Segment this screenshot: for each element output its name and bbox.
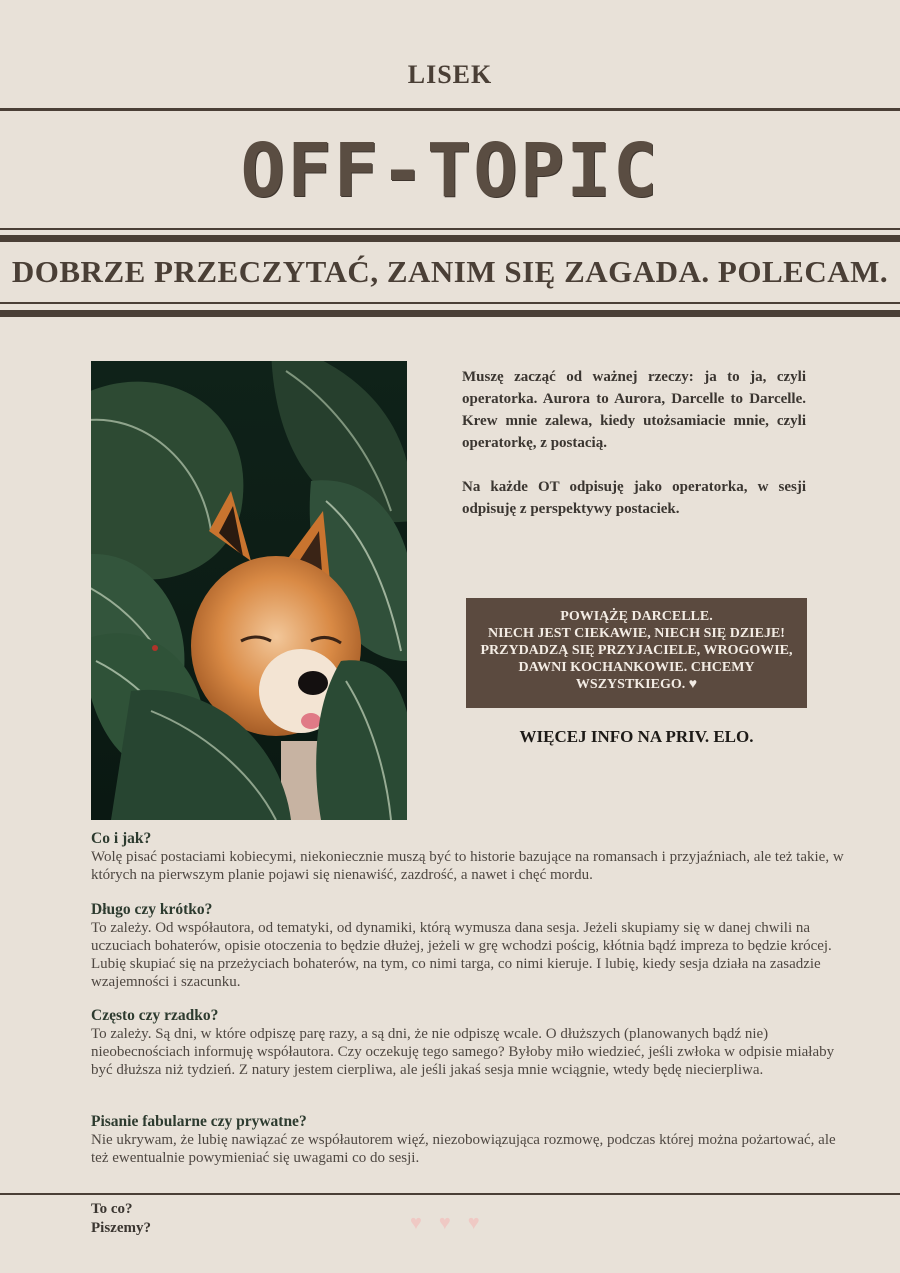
faq-answer: To zależy. Są dni, w które odpiszę parę razy, a są dni, że nie odpiszę wcale. O dłuższych (planowanych bądź nie) nieobecnościach informuję współautora. Czy oczekuję tego samego? Byłoby miło wiedzieć, jeśli zwłoka w odpisie miałaby być dłuższa niż tydzień. Z natury jestem cierpliwa, ale jeśli jakaś sesja mnie wciągnie, wtedy będę niecierpliwa. [91, 1026, 835, 1078]
faq-answer: To zależy. Od współautora, od tematyki, od dynamiki, którą wymusza dana sesja. Jeżeli skupiamy się w danej chwili na uczuciach bohaterów, opisie otoczenia to będzie dłużej, jeżeli w grę wchodzi pościg, kłótnia bądź impreza to będzie krócej. Lubię skupiać się na przeżyciach bohaterów, na tym, co nimi targa, co nimi kieruje. I lubię, kiedy sesja działa na zasadzie wzajemności i szacunku. [91, 920, 832, 990]
faq-answer: Wolę pisać postaciami kobiecymi, niekoniecznie muszą być to historie bazujące na romansach i przyjaźniach, ale też takie, w których na pierwszym planie pojawi się nienawiść, zazdrość, a nawet i chęć mordu. [91, 849, 844, 883]
divider-line [0, 1193, 900, 1195]
info-line: PRZYDADZĄ SIĘ PRZYJACIELE, WROGOWIE, [480, 643, 793, 658]
divider-line [0, 228, 900, 230]
page-title: OFF-TOPIC [240, 128, 660, 214]
faq-section [91, 900, 851, 991]
faq-question: Pisanie fabularne czy prywatne? [91, 1113, 307, 1130]
hearts-icon: ♥ ♥ ♥ [410, 1212, 486, 1234]
intro-paragraph: Muszę zacząć od ważnej rzeczy: ja to ja, czyli operatorka. Aurora to Aurora, Darcelle to Darcelle. Krew mnie zalewa, kiedy utożsamiacie mnie, czyli operatorkę, z postacią. [462, 369, 806, 451]
more-info-note: WIĘCEJ INFO NA PRIV. ELO. [519, 727, 754, 746]
divider-line [0, 235, 900, 242]
author-name: LISEK [407, 60, 493, 89]
divider-line [0, 108, 900, 111]
faq-section [91, 829, 851, 884]
info-line: WSZYSTKIEGO. ♥ [575, 677, 698, 692]
intro-paragraph: Na każde OT odpisuję jako operatorka, w sesji odpisuję z perspektywy postaciek. [462, 479, 806, 517]
divider-line [0, 310, 900, 317]
info-line: NIECH JEST CIEKAWIE, NIECH SIĘ DZIEJE! [488, 626, 785, 641]
fox-photo [91, 361, 407, 820]
faq-section [91, 1112, 851, 1167]
faq-question: Co i jak? [91, 830, 152, 847]
info-line: POWIĄŻĘ DARCELLE. [560, 609, 713, 624]
intro-text [462, 366, 806, 542]
footer-line: Piszemy? [91, 1220, 151, 1236]
faq-answer: Nie ukrywam, że lubię nawiązać ze współautorem więź, niezobowiązująca rozmowę, podczas której można pożartować, ale też ewentualnie powymieniać się uwagami co do sesji. [91, 1132, 836, 1166]
faq-question: Często czy rzadko? [91, 1007, 219, 1024]
footer-line: To co? [91, 1201, 133, 1217]
footer-question [91, 1200, 151, 1238]
page-subtitle: DOBRZE PRZECZYTAĆ, ZANIM SIĘ ZAGADA. POLECAM. [11, 254, 889, 289]
faq-section [91, 1006, 851, 1079]
info-box [466, 598, 807, 708]
divider-line [0, 302, 900, 304]
faq-question: Długo czy krótko? [91, 901, 213, 918]
info-line: DAWNI KOCHANKOWIE. CHCEMY [518, 660, 755, 675]
